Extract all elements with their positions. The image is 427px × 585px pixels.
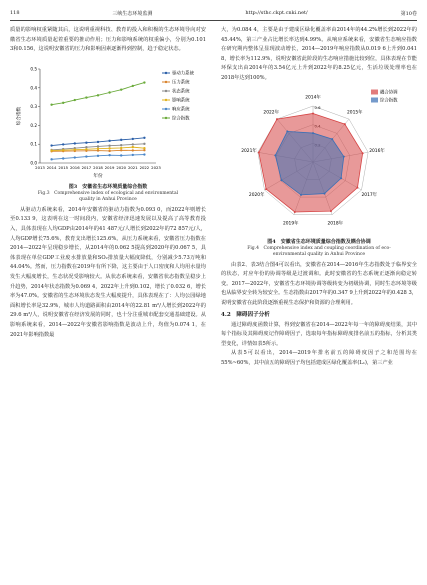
figure-4-caption (221, 239, 417, 258)
data-point (85, 148, 87, 150)
legend-marker (165, 72, 167, 74)
data-point (97, 145, 99, 147)
legend-marker (165, 108, 167, 110)
legend-marker (165, 117, 167, 119)
legend-label: 状态系统 (172, 89, 190, 95)
x-tick-label: 2014 (46, 164, 57, 170)
category-label: 2017年 (361, 192, 378, 198)
legend-label: 响应系统 (172, 107, 190, 113)
data-point (62, 149, 64, 151)
x-tick-label: 2022 (139, 164, 150, 170)
x-tick-label: 2015 (58, 164, 69, 170)
legend-label: 耦合协调 (380, 90, 398, 96)
data-point (294, 211, 296, 213)
x-tick-label: 2013 (35, 164, 45, 170)
category-label: 2022年 (263, 110, 280, 116)
data-point (108, 144, 110, 146)
page-number: 118 (10, 10, 20, 16)
data-point (340, 177, 342, 179)
legend-label: 综合指数 (172, 116, 190, 122)
y-tick-label: 0.5 (30, 66, 37, 72)
paragraph: 质量的影响权重紧随其后，这说明重视科技、教育的投入和积极的生态环境导向对安徽省生态环境质量起着重要的推动作用；压力和影响系统的权重偏小，分别为0.101 3和0.156，这说明安徽省的压力和影响因素逐渐得到控制，趋于稳定状态。 (10, 27, 206, 53)
data-point (108, 154, 110, 156)
y-axis-label: 综合指数 (17, 106, 22, 125)
journal-name: 三峡生态环境监测 (112, 10, 153, 17)
data-point (97, 94, 99, 96)
data-point (74, 156, 76, 158)
y-tick-label: 0.4 (30, 85, 37, 91)
data-point (97, 141, 99, 143)
x-tick-label: 2017 (81, 164, 92, 170)
paragraph: 由表2、表3结合图4可以看出，安徽省在2014—2016年生态指数处于临界安全的状态，对应年份的协调等级是过渡调和。此时安徽省的生态系统正逐渐向稳定转变。2017—2022年，安徽省生态环境协调等级转变为初级协调，同时生态环境等级也从临界安全转为较安全。生态指数由2017年的0.347 9上升到2022年的0.428 3，说明安徽省在此阶段逐渐重视生态保护和资源的合理利用。 (221, 261, 417, 306)
data-point (62, 157, 64, 159)
data-point (143, 147, 145, 149)
figure-4-radar-chart (221, 86, 417, 236)
data-point (286, 130, 288, 132)
legend-label: 综合指数 (380, 98, 398, 104)
data-point (50, 149, 52, 151)
category-label: 2016年 (369, 148, 385, 154)
data-point (132, 149, 134, 151)
legend-swatch (371, 97, 378, 102)
category-label: 2020年 (248, 192, 265, 198)
x-tick-label: 2020 (116, 164, 127, 170)
figure-3-caption (10, 184, 206, 203)
data-point (258, 151, 260, 153)
data-point (300, 193, 302, 195)
data-point (331, 138, 333, 140)
category-label: 2015年 (346, 110, 363, 116)
data-point (132, 146, 134, 148)
data-point (120, 88, 122, 90)
data-point (143, 149, 145, 151)
data-point (120, 147, 122, 149)
legend-label: 驱动力系统 (172, 71, 194, 77)
data-point (265, 188, 267, 190)
data-point (132, 153, 134, 155)
x-tick-label: 2019 (104, 164, 115, 170)
data-point (343, 155, 345, 157)
data-point (62, 101, 64, 103)
data-point (74, 148, 76, 150)
data-point (143, 81, 145, 83)
data-point (356, 186, 358, 188)
left-column (10, 26, 206, 340)
figure-3-caption-en-2: quality in Anhui Province (79, 196, 137, 202)
data-point (85, 141, 87, 143)
data-point (108, 150, 110, 152)
data-point (85, 155, 87, 157)
data-point (274, 154, 276, 156)
data-point (85, 146, 87, 148)
category-label: 2014年 (305, 95, 321, 101)
x-tick-label: 2016 (69, 164, 80, 170)
paragraph: 通过障碍度函数计算，得到安徽省在2014—2022年每一年的障碍度结果，其中每个指标及其障碍度记作障碍因子，选取每年指标障碍度排名前五的指标，分析其类型变化，详情如表5所示。 (221, 321, 417, 347)
data-point (132, 138, 134, 140)
data-point (120, 138, 122, 140)
data-point (62, 143, 64, 145)
figure-3-line-chart (10, 59, 206, 181)
x-axis-label: 年份 (93, 173, 103, 179)
data-point (276, 118, 278, 120)
figure-3-caption-zh: 图3 安徽省生态环境质量综合指数 (68, 183, 148, 190)
issue-label: 第10卷 (400, 10, 417, 17)
legend-marker (165, 90, 167, 92)
data-point (143, 142, 145, 144)
data-point (330, 210, 332, 212)
figure-4-caption-en-1: Fig.4 Comprehensive index and coupling coordination of eco- (247, 245, 391, 251)
legend-label: 影响系统 (172, 98, 190, 104)
series-line (52, 82, 145, 104)
paragraph: 大，为0.084 4，主要是由于建成区绿化覆盖率由2014年的44.2%增长到2022年的45.44%，第三产业占比增长率达到4.99%。从响应系统来看，安徽省生态响应指数在研究期内整体呈显现波动增长，2014—2019年响应指数从0.019 6上升到0.041 8，增长率为112.9%，说明安徽省此阶段的生态响应措施比较到位，具体表现在节能环保支出由2014年的3.54亿元上升到2022年的8.25亿元，生活垃圾处理率也在2018年达到100%。 (221, 27, 417, 81)
data-point (74, 142, 76, 144)
legend-swatch (371, 89, 378, 94)
y-tick-label: 0.2 (30, 122, 37, 128)
category-label: 2021年 (241, 148, 257, 154)
section-heading: 4.2 障碍因子分析 (221, 311, 270, 318)
category-label: 2018年 (327, 221, 344, 227)
data-point (120, 149, 122, 151)
data-point (50, 103, 52, 105)
radial-tick-label: 0.6 (314, 104, 321, 110)
figure-4-caption-zh: 图4 安徽省生态环境质量综合指数及耦合协调 (267, 238, 371, 245)
data-point (280, 179, 282, 181)
right-column (221, 26, 417, 369)
data-point (50, 158, 52, 160)
paragraph: 从表5可以看出，2014—2019年排名前五的障碍度因子之和范围均在55%~60%，其中前五的障碍因子均包括建成区绿化覆盖率(L₁)，第三产业 (221, 350, 417, 366)
legend-marker (165, 81, 167, 83)
data-point (344, 123, 346, 125)
data-point (97, 147, 99, 149)
category-label: 2019年 (282, 221, 299, 227)
legend-marker (165, 99, 167, 101)
data-point (50, 144, 52, 146)
y-tick-label: 0.0 (30, 160, 37, 166)
y-tick-label: 0.3 (30, 103, 37, 109)
figure-3-caption-en-1: Fig.3 Comprehensive index of ecological and environmental (37, 190, 179, 196)
x-tick-label: 2021 (127, 164, 138, 170)
data-point (312, 132, 314, 134)
data-point (108, 147, 110, 149)
figure-4-caption-en-2: environmental quality in Anhui Province (272, 251, 366, 257)
x-tick-label: 2018 (93, 164, 103, 170)
data-point (312, 112, 314, 114)
data-point (97, 154, 99, 156)
legend-label: 压力系统 (172, 80, 190, 86)
data-point (85, 96, 87, 98)
data-point (132, 143, 134, 145)
x-tick-label: 2023 (151, 164, 161, 170)
y-tick-label: 0.1 (30, 141, 37, 147)
data-point (74, 99, 76, 101)
data-point (120, 154, 122, 156)
data-point (120, 144, 122, 146)
paragraph: 从驱动力系统来看，2014年安徽省的驱动力指数为0.093 0，而2022年则增长至0.133 9，这表明在这一时间段内，安徽省经济迅速发展以及提高了高等教育投入，具体表现在人均GDP由2014年的41 487元/人增长到2022年的72 857元/人，人均GDP增长75.6%，教育支出增长125.6%。从压力系统来看，安徽省压力指数在2014—2022年呈现稳步增长，从2014年的0.062 5提高到2020年的0.067 5，具体表现在单位GDP工业废水排放量和SO₂排放量大幅度降低，分别减少5.73万吨和44.04%。然而，压力指数在2019年有所下降，这主要由于人口密度和人均用水量均发生大幅度增长，生态状况受影响较大。从状态系统来看，安徽省状态指数呈稳步上升趋势，2014年状态指数为0.069 4，2022年上升到0.102，增长了0.032 6，增长率为47.0%。安徽省的生态环境状态发生大幅度提升，具体表现在了：人均公园绿地面积增长率是32.9%，城市人均道路面积由2014年的22.81 m²/人增长到2022年的29.6 m²/人，说明安徽省在经济发展的同时，也十分注重城市配套交通基础建设。从影响系统来看，2014—2022年安徽省影响指数是波动上升，均值为0.074 1，在2021年影响指数最 (10, 206, 206, 338)
data-point (143, 153, 145, 155)
data-point (132, 85, 134, 87)
data-point (108, 139, 110, 141)
journal-url[interactable]: http://sthc.ckpt.cnki.net/ (245, 10, 308, 16)
data-point (143, 136, 145, 138)
data-point (323, 192, 325, 194)
data-point (108, 91, 110, 93)
data-point (362, 152, 364, 154)
running-header (10, 6, 417, 21)
